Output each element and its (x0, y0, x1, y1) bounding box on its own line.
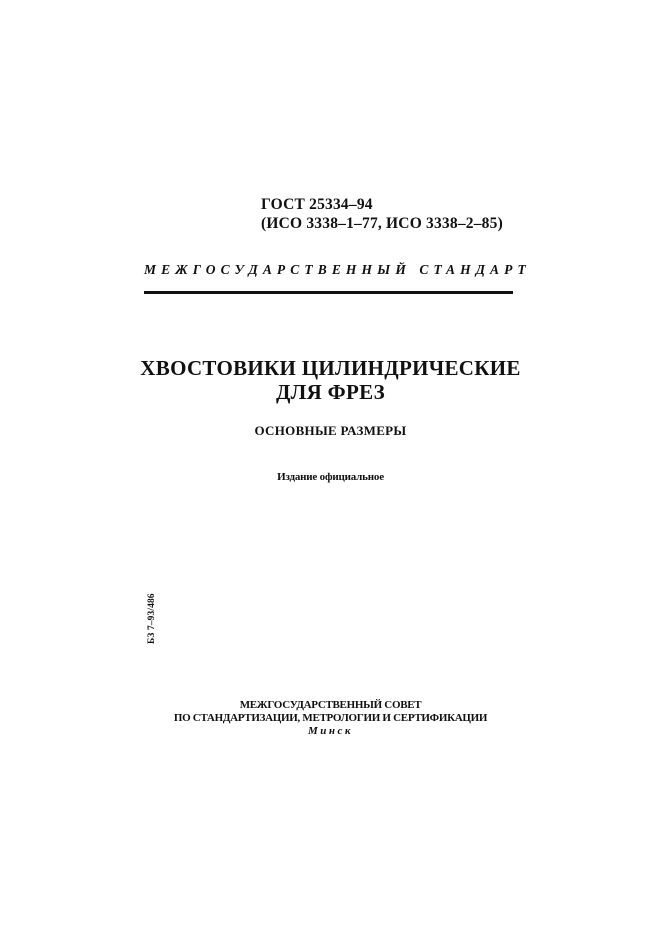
title-line-1: ХВОСТОВИКИ ЦИЛИНДРИЧЕСКИЕ (140, 356, 521, 380)
title-line-2: ДЛЯ ФРЕЗ (275, 380, 386, 404)
side-catalog-code: БЗ 7–93/486 (147, 593, 157, 644)
gost-designation (261, 195, 503, 233)
document-subtitle: ОСНОВНЫЕ РАЗМЕРЫ (254, 423, 407, 438)
publisher-city: Минск (308, 725, 353, 737)
document-title (0, 356, 661, 404)
edition-note: Издание официальное (277, 471, 384, 483)
standard-type: МЕЖГОСУДАРСТВЕННЫЙ СТАНДАРТ (144, 262, 531, 277)
header-divider (144, 291, 513, 294)
iso-references: (ИСО 3338–1–77, ИСО 3338–2–85) (261, 215, 503, 232)
gost-number: ГОСТ 25334–94 (261, 196, 373, 213)
publisher-block (0, 699, 661, 738)
publisher-line-1: МЕЖГОСУДАРСТВЕННЫЙ СОВЕТ (239, 699, 422, 711)
publisher-line-2: ПО СТАНДАРТИЗАЦИИ, МЕТРОЛОГИИ И СЕРТИФИКАЦИИ (173, 712, 488, 724)
